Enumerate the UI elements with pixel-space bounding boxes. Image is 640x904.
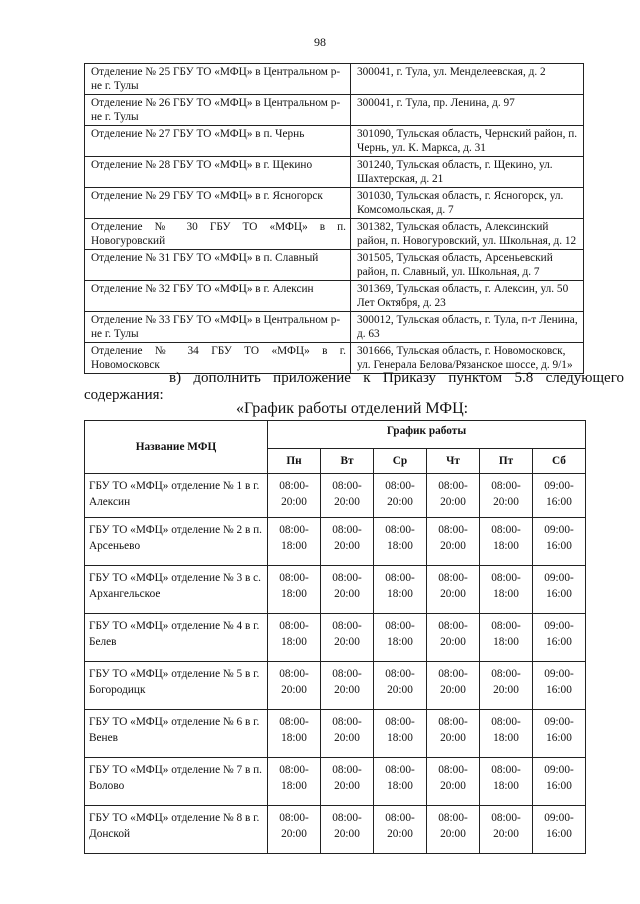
office-address-cell: 301369, Тульская область, г. Алексин, ул. 50 Лет Октября, д. 23 xyxy=(351,281,584,312)
hours-cell: 08:00-18:00 xyxy=(268,758,321,806)
hours-cell: 08:00-18:00 xyxy=(268,518,321,566)
address-row xyxy=(85,281,584,312)
office-name-cell: Отделение № 27 ГБУ ТО «МФЦ» в п. Чернь xyxy=(85,126,351,157)
schedule-row xyxy=(85,806,586,854)
hours-cell: 08:00-18:00 xyxy=(480,758,533,806)
office-name-cell: Отделение № 26 ГБУ ТО «МФЦ» в Центральном р-не г. Тулы xyxy=(85,95,351,126)
hours-cell: 09:00-16:00 xyxy=(533,710,586,758)
day-header: Пн xyxy=(268,449,321,474)
hours-cell: 08:00-20:00 xyxy=(374,662,427,710)
address-row xyxy=(85,219,584,250)
branch-name-cell: ГБУ ТО «МФЦ» отделение № 1 в г. Алексин xyxy=(85,474,268,518)
hours-cell: 08:00-20:00 xyxy=(321,662,374,710)
hours-cell: 09:00-16:00 xyxy=(533,806,586,854)
instruction-line-2: содержания: xyxy=(84,387,164,403)
hours-cell: 08:00-18:00 xyxy=(374,710,427,758)
address-row xyxy=(85,95,584,126)
schedule-title: «График работы отделений МФЦ: xyxy=(236,400,469,417)
schedule-row xyxy=(85,710,586,758)
hours-cell: 09:00-16:00 xyxy=(533,662,586,710)
day-header: Вт xyxy=(321,449,374,474)
hours-cell: 08:00-20:00 xyxy=(374,474,427,518)
hours-cell: 08:00-20:00 xyxy=(321,710,374,758)
name-column-header: Название МФЦ xyxy=(85,421,268,474)
hours-cell: 08:00-18:00 xyxy=(268,566,321,614)
hours-cell: 09:00-16:00 xyxy=(533,614,586,662)
day-header: Чт xyxy=(427,449,480,474)
office-name-line: Отделение № 34 ГБУ ТО «МФЦ» в г. xyxy=(91,345,346,357)
hours-cell: 08:00-20:00 xyxy=(321,806,374,854)
hours-cell: 08:00-18:00 xyxy=(268,710,321,758)
office-name-cell: Отделение № 28 ГБУ ТО «МФЦ» в г. Щекино xyxy=(85,157,351,188)
hours-cell: 09:00-16:00 xyxy=(533,758,586,806)
hours-cell: 08:00-20:00 xyxy=(480,806,533,854)
hours-cell: 08:00-20:00 xyxy=(427,758,480,806)
hours-cell: 08:00-20:00 xyxy=(321,758,374,806)
schedule-group-header: График работы xyxy=(268,421,586,449)
office-name-line: Новомосковск xyxy=(91,359,160,371)
schedule-row xyxy=(85,474,586,518)
office-address-cell: 300041, г. Тула, пр. Ленина, д. 97 xyxy=(351,95,584,126)
address-row xyxy=(85,188,584,219)
hours-cell: 08:00-18:00 xyxy=(480,566,533,614)
hours-cell: 08:00-18:00 xyxy=(480,710,533,758)
hours-cell: 08:00-18:00 xyxy=(374,518,427,566)
hours-cell: 08:00-18:00 xyxy=(480,518,533,566)
office-address-cell: 300012, Тульская область, г. Тула, п-т Ленина, д. 63 xyxy=(351,312,584,343)
office-name-cell: Отделение № 25 ГБУ ТО «МФЦ» в Центральном р-не г. Тулы xyxy=(85,64,351,95)
address-row xyxy=(85,343,584,374)
office-name-cell: Отделение № 29 ГБУ ТО «МФЦ» в г. Ясногорск xyxy=(85,188,351,219)
hours-cell: 09:00-16:00 xyxy=(533,566,586,614)
hours-cell: 08:00-20:00 xyxy=(427,806,480,854)
office-address-cell: 301505, Тульская область, Арсеньевский район, п. Славный, ул. Школьная, д. 7 xyxy=(351,250,584,281)
office-name-cell xyxy=(85,343,351,374)
office-name-cell: Отделение № 31 ГБУ ТО «МФЦ» в п. Славный xyxy=(85,250,351,281)
hours-cell: 08:00-20:00 xyxy=(268,806,321,854)
schedule-row xyxy=(85,566,586,614)
hours-cell: 08:00-20:00 xyxy=(480,474,533,518)
hours-cell: 08:00-18:00 xyxy=(374,614,427,662)
schedule-row xyxy=(85,614,586,662)
branch-name-cell: ГБУ ТО «МФЦ» отделение № 4 в г. Белев xyxy=(85,614,268,662)
hours-cell: 08:00-20:00 xyxy=(427,614,480,662)
hours-cell: 08:00-20:00 xyxy=(374,806,427,854)
office-address-cell: 301090, Тульская область, Чернский район, п. Чернь, ул. К. Маркса, д. 31 xyxy=(351,126,584,157)
branch-name-cell: ГБУ ТО «МФЦ» отделение № 5 в г. Богородицк xyxy=(85,662,268,710)
day-header: Ср xyxy=(374,449,427,474)
hours-cell: 08:00-18:00 xyxy=(268,614,321,662)
hours-cell: 09:00-16:00 xyxy=(533,474,586,518)
page-number: 98 xyxy=(314,35,326,49)
hours-cell: 09:00-16:00 xyxy=(533,518,586,566)
branch-name-cell: ГБУ ТО «МФЦ» отделение № 2 в п. Арсеньево xyxy=(85,518,268,566)
hours-cell: 08:00-20:00 xyxy=(427,566,480,614)
office-address-cell: 301666, Тульская область, г. Новомосковск, ул. Генерала Белова/Рязанское шоссе, д. 9/1» xyxy=(351,343,584,374)
office-name-line: Новогуровский xyxy=(91,235,166,247)
hours-cell: 08:00-18:00 xyxy=(374,566,427,614)
office-address-cell: 301240, Тульская область, г. Щекино, ул. Шахтерская, д. 21 xyxy=(351,157,584,188)
address-row xyxy=(85,157,584,188)
hours-cell: 08:00-20:00 xyxy=(480,662,533,710)
day-header: Пт xyxy=(480,449,533,474)
address-table xyxy=(84,63,584,374)
office-name-line: Отделение № 30 ГБУ ТО «МФЦ» в п. xyxy=(91,221,346,233)
office-address-cell: 301382, Тульская область, Алексинский район, п. Новогуровский, ул. Школьная, д. 12 xyxy=(351,219,584,250)
hours-cell: 08:00-20:00 xyxy=(321,614,374,662)
schedule-row xyxy=(85,758,586,806)
address-row xyxy=(85,312,584,343)
hours-cell: 08:00-20:00 xyxy=(321,474,374,518)
schedule-row xyxy=(85,662,586,710)
hours-cell: 08:00-20:00 xyxy=(268,474,321,518)
office-name-cell xyxy=(85,219,351,250)
hours-cell: 08:00-20:00 xyxy=(427,518,480,566)
hours-cell: 08:00-20:00 xyxy=(321,566,374,614)
hours-cell: 08:00-20:00 xyxy=(268,662,321,710)
branch-name-cell: ГБУ ТО «МФЦ» отделение № 7 в п. Волово xyxy=(85,758,268,806)
address-row xyxy=(85,126,584,157)
instruction-paragraph xyxy=(84,370,624,404)
hours-cell: 08:00-20:00 xyxy=(427,662,480,710)
address-row xyxy=(85,250,584,281)
day-header: Сб xyxy=(533,449,586,474)
office-address-cell: 301030, Тульская область, г. Ясногорск, ул. Комсомольская, д. 7 xyxy=(351,188,584,219)
office-name-cell: Отделение № 32 ГБУ ТО «МФЦ» в г. Алексин xyxy=(85,281,351,312)
address-row xyxy=(85,64,584,95)
branch-name-cell: ГБУ ТО «МФЦ» отделение № 6 в г. Венев xyxy=(85,710,268,758)
branch-name-cell: ГБУ ТО «МФЦ» отделение № 3 в с. Архангельское xyxy=(85,566,268,614)
office-address-cell: 300041, г. Тула, ул. Менделеевская, д. 2 xyxy=(351,64,584,95)
instruction-line-1: в) дополнить приложение к Приказу пунктом 5.8 следующего xyxy=(169,370,624,386)
hours-cell: 08:00-18:00 xyxy=(374,758,427,806)
office-name-cell: Отделение № 33 ГБУ ТО «МФЦ» в Центральном р-не г. Тулы xyxy=(85,312,351,343)
branch-name-cell: ГБУ ТО «МФЦ» отделение № 8 в г. Донской xyxy=(85,806,268,854)
schedule-table xyxy=(84,420,586,854)
schedule-row xyxy=(85,518,586,566)
hours-cell: 08:00-20:00 xyxy=(427,474,480,518)
hours-cell: 08:00-20:00 xyxy=(427,710,480,758)
hours-cell: 08:00-20:00 xyxy=(321,518,374,566)
hours-cell: 08:00-18:00 xyxy=(480,614,533,662)
